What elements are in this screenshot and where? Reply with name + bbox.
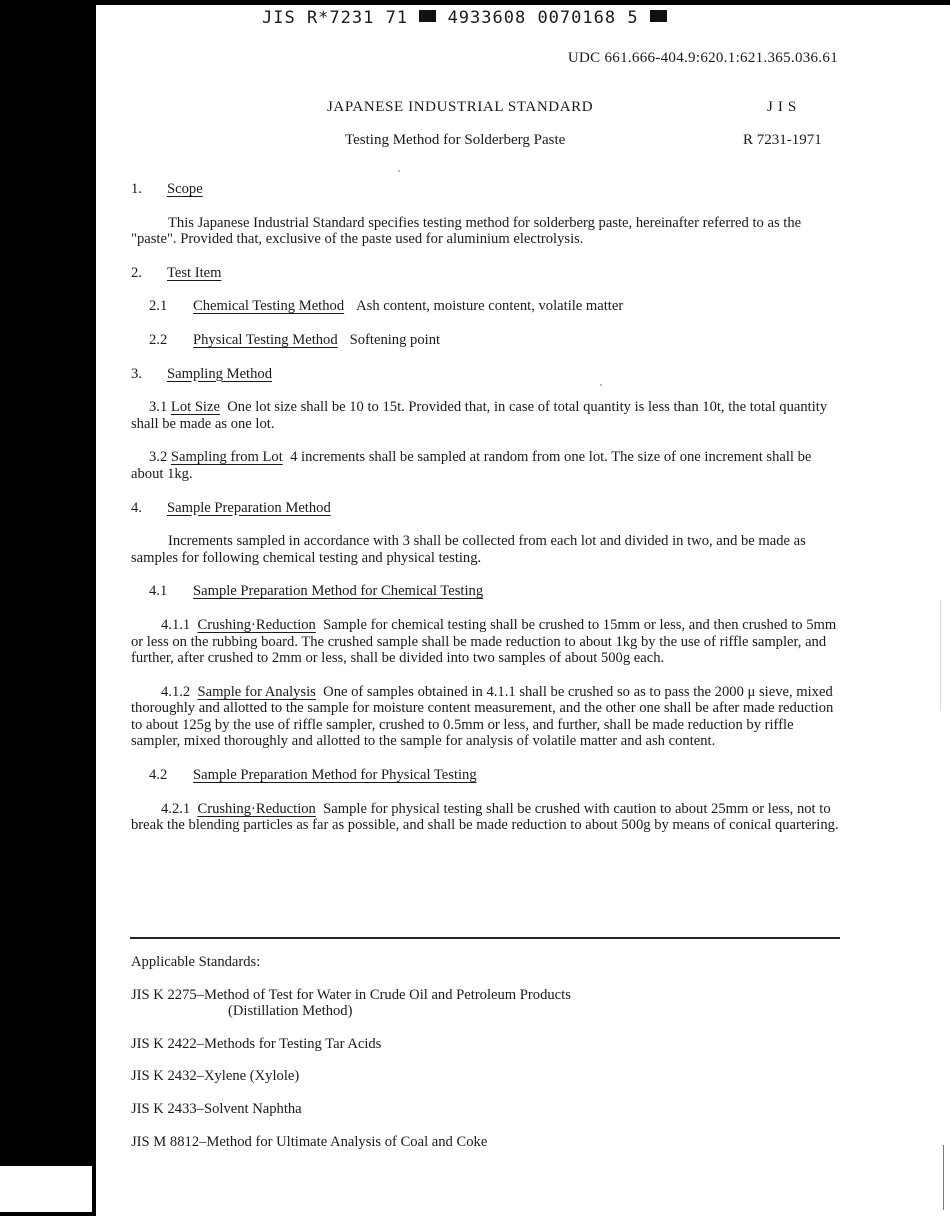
header-code-left: JIS R*7231 71 — [262, 8, 409, 28]
header-code-mid: 4933608 0070168 5 — [447, 8, 639, 28]
applicable-standards — [131, 954, 843, 1166]
scan-speck — [398, 170, 400, 172]
section-title: Sampling Method — [167, 365, 272, 382]
reference-item: JIS K 2275–Method of Test for Water in Crude Oil and Petroleum Products (Distillation Method) — [131, 986, 571, 1020]
section-title: Test Item — [167, 264, 222, 281]
test-item-physical: 2.2 Physical Testing Method Softening point — [149, 331, 441, 348]
section-heading: 3. Sampling Method — [131, 365, 272, 382]
scan-top-edge — [96, 0, 950, 5]
crushing-reduction-physical-paragraph: 4.2.1 Crushing·Reduction Sample for physical testing shall be crushed with caution to about 25mm or less, not to break the blending particles as far as possible, and shall be made reduction to about 500g by means of conical quartering. — [131, 800, 839, 834]
standard-title: JAPANESE INDUSTRIAL STANDARD — [327, 99, 594, 115]
section-heading: 4. Sample Preparation Method — [131, 499, 331, 516]
scope-paragraph: This Japanese Industrial Standard specifies testing method for solderberg paste, hereinafter referred to as the "paste". Provided that, exclusive of the paste used for aluminium electrolysis. — [131, 214, 802, 248]
reference-item: JIS K 2433–Solvent Naphtha — [131, 1100, 302, 1117]
footnote-divider — [130, 937, 840, 939]
sample-prep-paragraph: Increments sampled in accordance with 3 shall be collected from each lot and divided in two, and be made as samples for following chemical testing and physical testing. — [131, 533, 806, 566]
applicable-standards-title: Applicable Standards: — [131, 954, 261, 970]
scan-right-edge-line — [943, 1145, 944, 1210]
scan-black-margin — [0, 0, 96, 1216]
section-title: Sample Preparation Method — [167, 499, 331, 516]
redaction-block — [419, 10, 436, 22]
section-heading: 1. Scope — [131, 181, 203, 197]
test-item-chemical: 2.1 Chemical Testing Method Ash content, moisture content, volatile matter — [149, 298, 624, 315]
reference-item: JIS K 2422–Methods for Testing Tar Acids — [131, 1035, 382, 1052]
redaction-block — [650, 10, 667, 22]
header-code — [262, 8, 682, 32]
section-heading: 2. Test Item — [131, 264, 222, 281]
lot-size-paragraph: 3.1 Lot Size One lot size shall be 10 to 15t. Provided that, in case of total quantity is less than 10t, the total quantity shall be made as one lot. — [131, 399, 828, 432]
crushing-reduction-chemical-paragraph: 4.1.1 Crushing·Reduction Sample for chemical testing shall be crushed to 15mm or less, and then crushed to 5mm or less on the rubbing board. The crushed sample shall be made reduction to about 1kg by the use of riffle sampler, and further, after crushed to 2mm or less, shall be divided into two samples of about 500g each. — [131, 616, 837, 667]
reference-item: JIS K 2432–Xylene (Xylole) — [131, 1068, 300, 1085]
scan-white-patch — [0, 1166, 92, 1212]
subsection-heading: 4.2 Sample Preparation Method for Physical Testing — [149, 767, 477, 784]
udc-code: UDC 661.666-404.9:620.1:621.365.036.61 — [567, 50, 838, 66]
jis-label: JIS — [767, 99, 802, 115]
section-title: Scope — [167, 181, 203, 197]
scan-speck — [940, 600, 941, 710]
document-body — [131, 181, 843, 851]
standard-number: R 7231-1971 — [743, 132, 822, 148]
reference-item: JIS M 8812–Method for Ultimate Analysis of Coal and Coke — [131, 1133, 488, 1150]
sample-for-analysis-paragraph: 4.1.2 Sample for Analysis One of samples obtained in 4.1.1 shall be crushed so as to pass the 2000 μ sieve, mixed thoroughly and allotted to the sample for moisture content measurement, and the other one shall be after made reduction to about 125g by the use of riffle sampler, crushed to 0.5mm or less, and further, shall be made reduction by riffle sampler, mixed thoroughly and allotted to the sample for analysis of volatile matter and ash content. — [131, 683, 834, 750]
subsection-heading: 4.1 Sample Preparation Method for Chemical Testing — [149, 583, 484, 600]
sampling-from-lot-paragraph: 3.2 Sampling from Lot 4 increments shall be sampled at random from one lot. The size of one increment shall be about 1kg. — [131, 449, 812, 482]
document-subtitle: Testing Method for Solderberg Paste — [345, 132, 566, 148]
